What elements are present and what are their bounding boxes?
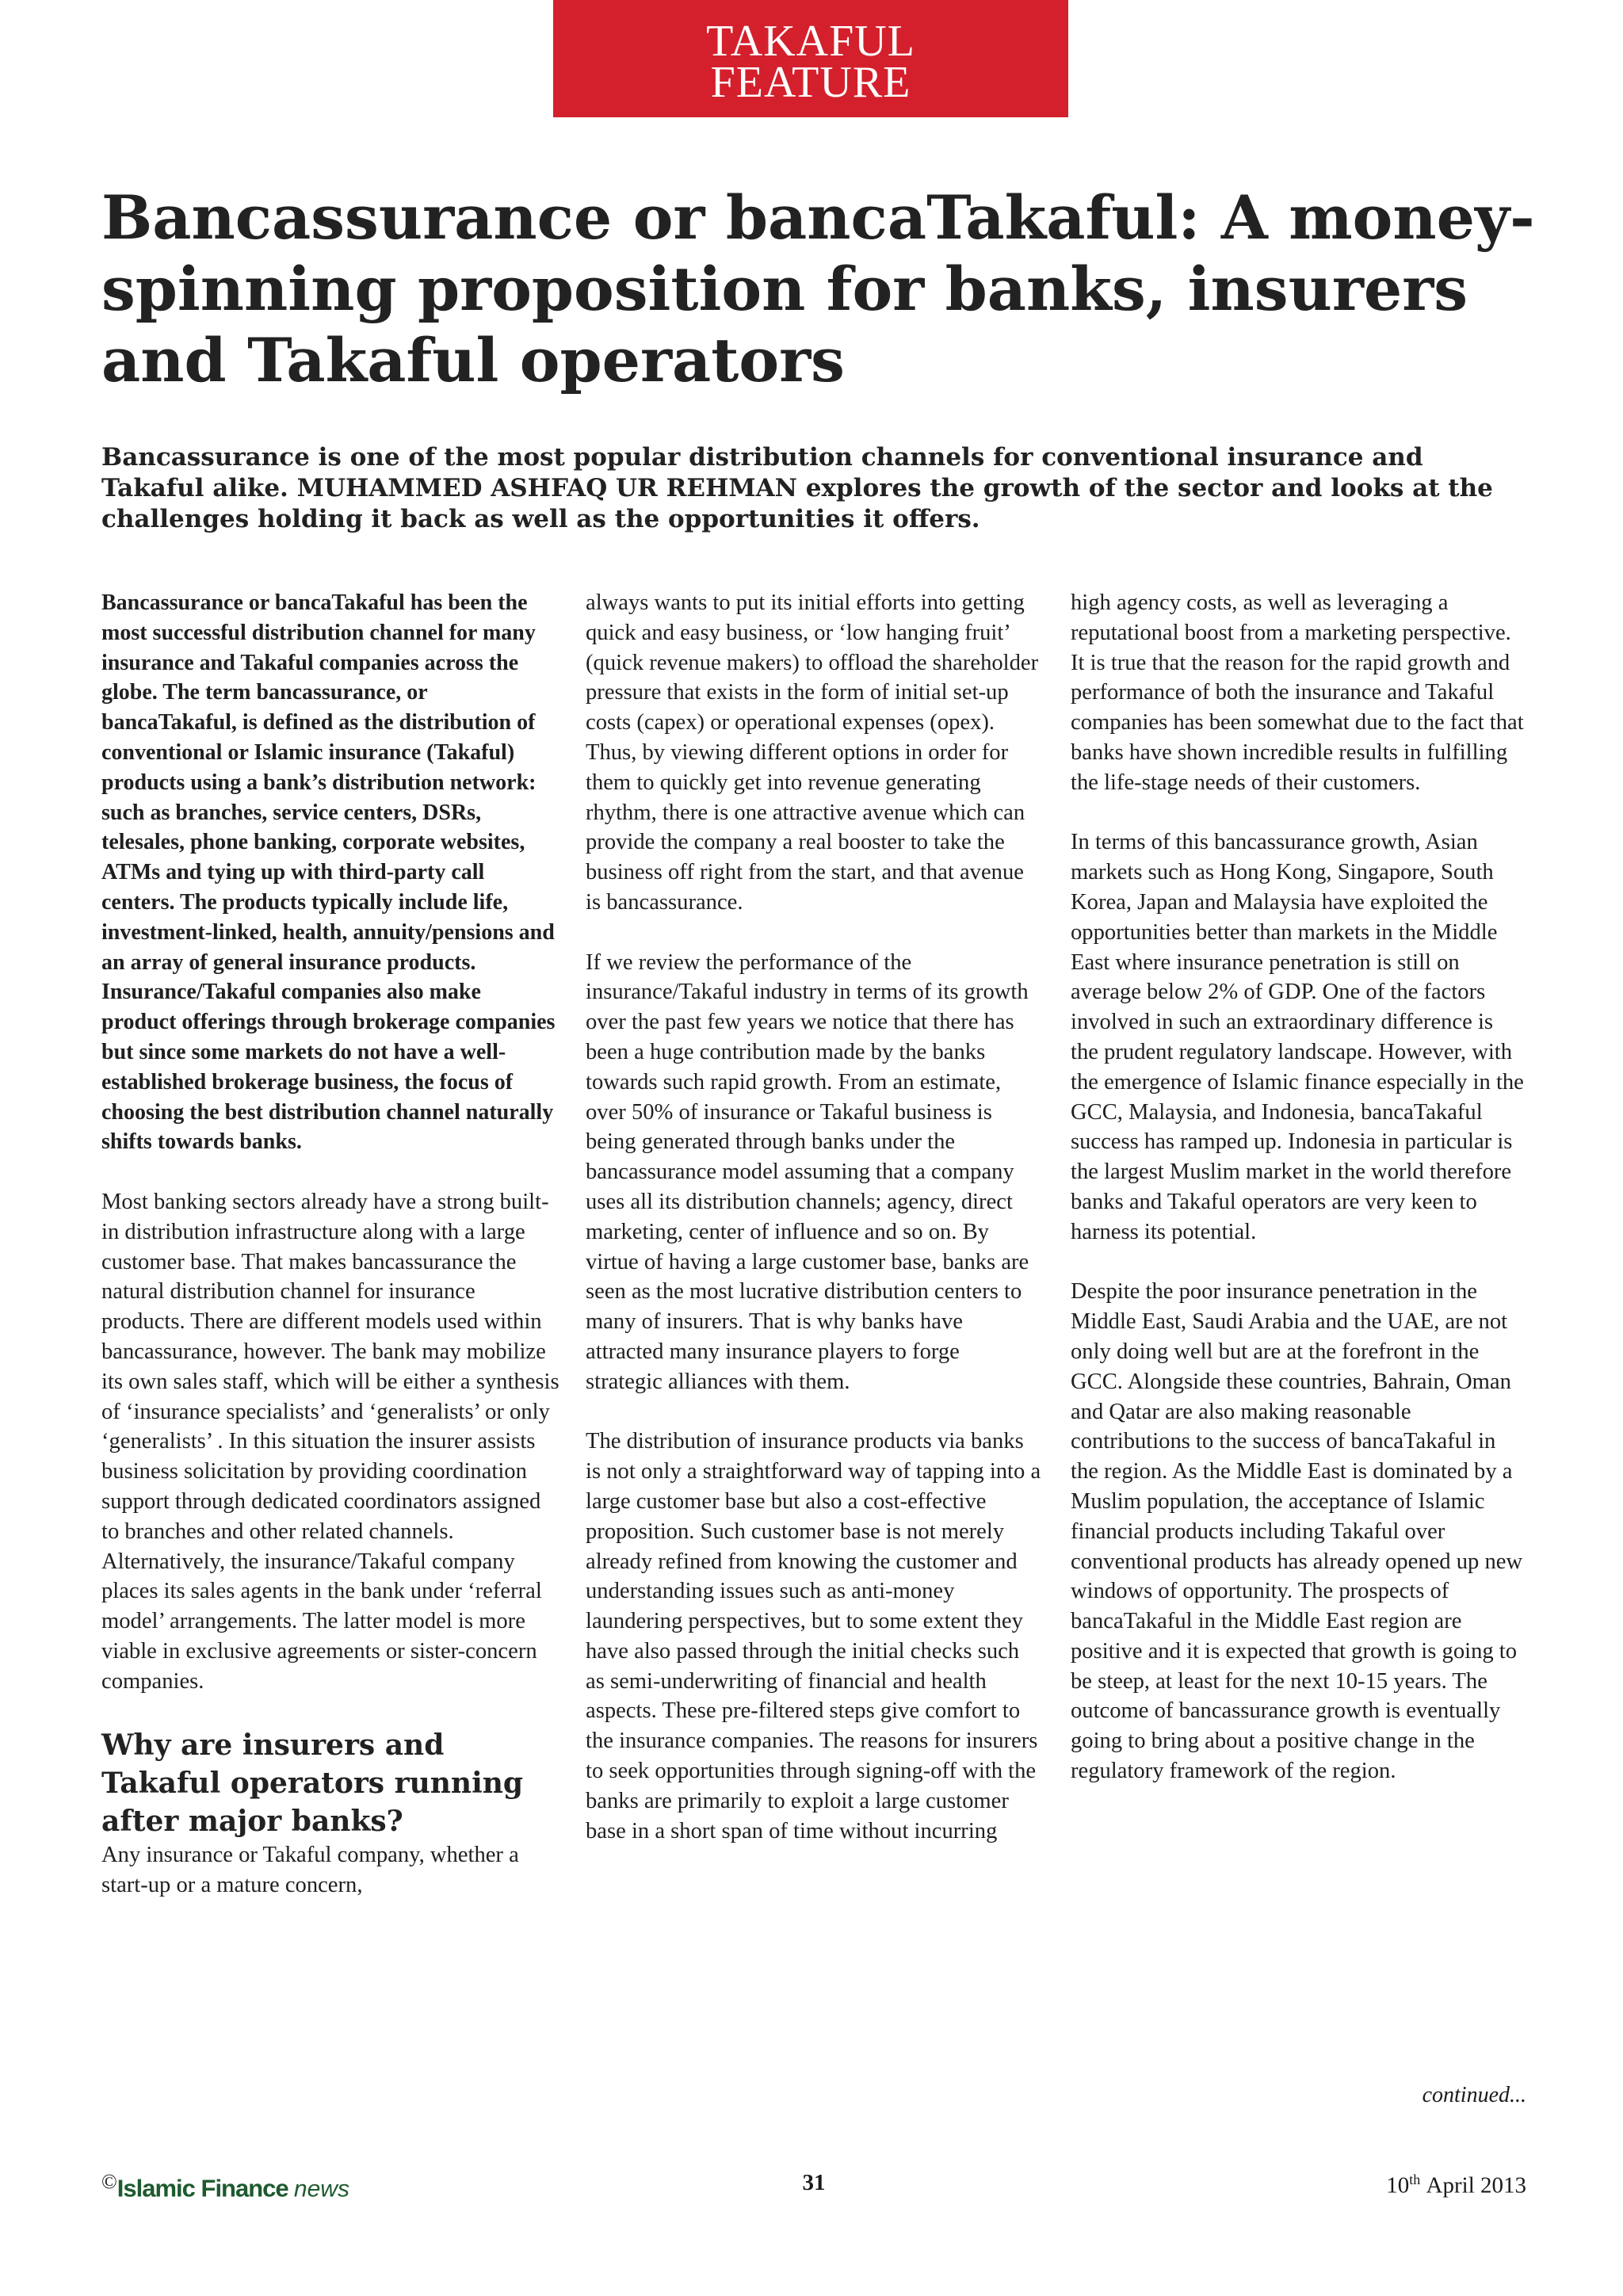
lead-paragraph: Bancassurance or bancaTakaful has been the most successful distribution channel for many insurance and Takaful companies across the globe. The term bancassurance, or bancaTakaful, is defined as the distribution of conventional or Islamic insurance (Takaful) products using a bank’s distribution network: such as branches, service centers, DSRs, telesales, phone banking, corporate websites, ATMs and tying up with third-party call centers. The products typically include life, investment-linked, health, annuity/pensions and an array of general insurance products. Insurance/Takaful companies also make product offerings through brokerage companies but since some markets do not have a well-established brokerage business, the focus of choosing the best distribution channel naturally shifts towards banks. xyxy=(101,590,556,1155)
body-paragraph: Most banking sectors already have a strong built-in distribution infrastructure along with a large customer base. That makes bancassurance the natural distribution channel for insurance products. There are different models used within bancassurance, however. The bank may mobilize its own sales staff, which will be either a synthesis of ‘insurance specialists’ and ‘generalists’ or only ‘generalists’ . In this situation the insurer assists business solicitation by providing coordination support through dedicated coordinators assigned to branches and other related channels. Alternatively, the insurance/Takaful company places its sales agents in the bank under ‘referral model’ arrangements. The latter model is more viable in exclusive agreements or sister-concern companies. xyxy=(101,1189,559,1694)
body-paragraph: In terms of this bancassurance growth, Asian markets such as Hong Kong, Singapore, South Korea, Japan and Malaysia have exploited the opportunities better than markets in the Middle East where insurance penetration is still on average below 2% of GDP. One of the factors involved in such an extraordinary difference is the prudent regulatory landscape. However, with the emergence of Islamic finance especially in the GCC, Malaysia, and Indonesia, bancaTakaful success has ramped up. Indonesia in particular is the largest Muslim market in the world therefore banks and Takaful operators are very keen to harness its potential. xyxy=(1071,830,1524,1244)
copyright-symbol: © xyxy=(101,2170,117,2193)
body-paragraph: high agency costs, as well as leveraging a reputational boost from a marketing perspective. It is true that the reason for the rapid growth and performance of both the insurance and Takaful companies has been somewhat due to the fact that banks have shown incredible results in fulfilling the life-stage needs of their customers. xyxy=(1071,590,1524,795)
continued-marker: continued... xyxy=(1422,2083,1526,2107)
article-column-1 xyxy=(101,588,561,1901)
brand-name: Islamic Finance xyxy=(116,2174,288,2202)
body-paragraph: Despite the poor insurance penetration in the Middle East, Saudi Arabia and the UAE, are not only doing well but are at the forefront in the GCC. Alongside these countries, Bahrain, Oman and Qatar are also making reasonable contributions to the success of bancaTakaful in the region. As the Middle East is dominated by a Muslim population, the acceptance of Islamic financial products including Takaful over conventional products has already opened up new windows of opportunity. The prospects of bancaTakaful in the Middle East region are positive and it is expected that growth is going to be steep, at least for the next 10-15 years. The outcome of bancassurance growth is eventually going to bring about a positive change in the regulatory framework of the region. xyxy=(1071,1279,1523,1784)
body-paragraph: The distribution of insurance products via banks is not only a straightforward way of tapping into a large customer base but also a cost-effective proposition. Such customer base is not merely already refined from knowing the customer and understanding issues such as anti-money laundering perspectives, but to some extent they have also passed through the initial checks such as semi-underwriting of financial and health aspects. These pre-filtered steps give comfort to the insurance companies. The reasons for insurers to seek opportunities through signing-off with the banks are primarily to exploit a large customer base in a short span of time without incurring xyxy=(586,1429,1041,1843)
article-headline: Bancassurance or bancaTakaful: A money-spinning proposition for banks, insurers and Takaful operators xyxy=(101,182,1535,395)
subheading: Why are insurers and Takaful operators running after major banks? xyxy=(101,1729,524,1839)
body-paragraph: always wants to put its initial efforts into getting quick and easy business, or ‘low hanging fruit’ (quick revenue makers) to offload the shareholder pressure that exists in the form of initial set-up costs (capex) or operational expenses (opex). Thus, by viewing different options in order for them to quickly get into revenue generating rhythm, there is one attractive avenue which can provide the company a real booster to take the business off right from the start, and that avenue is bancassurance. xyxy=(586,590,1039,915)
page-number: 31 xyxy=(802,2170,826,2195)
date-month-year: April 2013 xyxy=(1426,2172,1526,2199)
body-paragraph: Any insurance or Takaful company, whether a start-up or a mature concern, xyxy=(101,1843,519,1898)
article-column-3 xyxy=(1071,588,1526,1786)
banner-line-1: TAKAFUL xyxy=(706,17,915,66)
page-footer xyxy=(101,2170,1526,2206)
body-paragraph: If we review the performance of the insurance/Takaful industry in terms of its growth over the past few years we notice that there has been a huge contribution made by the banks towards such rapid growth. From an estimate, over 50% of insurance or Takaful business is being generated through banks under the bancassurance model assuming that a company uses all its distribution channels; agency, direct marketing, center of influence and so on. By virtue of having a large customer base, banks are seen as the most lucrative distribution centers to many of insurers. That is why banks have attracted many insurance players to forge strategic alliances with them. xyxy=(586,949,1029,1394)
article-standfirst: Bancassurance is one of the most popular distribution channels for conventional insurance and Takaful alike. MUHAMMED ASHFAQ UR REHMAN explores the growth of the sector and looks at the challenges holding it back as well as the opportunities it offers. xyxy=(101,443,1493,533)
article-column-2 xyxy=(586,588,1041,1846)
date-day: 10 xyxy=(1386,2172,1410,2199)
date-suffix: th xyxy=(1409,2172,1421,2187)
brand-suffix: news xyxy=(293,2176,349,2202)
banner-line-2: FEATURE xyxy=(710,58,911,107)
issue-date xyxy=(1386,2172,1526,2199)
section-banner xyxy=(553,0,1068,117)
